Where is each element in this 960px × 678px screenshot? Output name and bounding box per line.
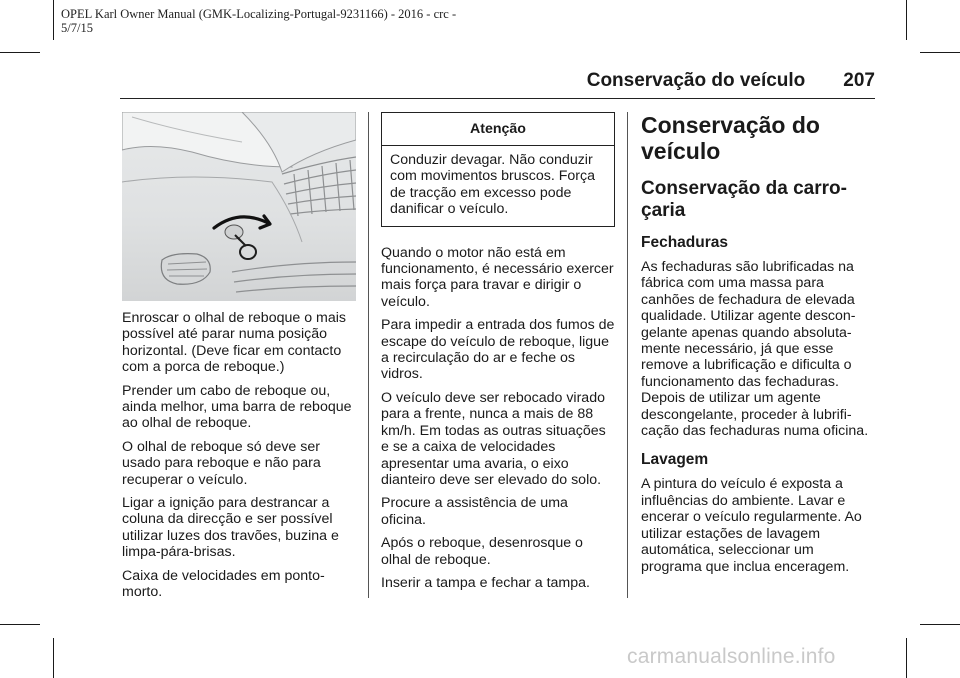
header-rule [120, 98, 875, 99]
car-front-drawing [122, 112, 356, 301]
section-heading-lavagem: Lavagem [641, 451, 709, 469]
paragraph: As fechaduras são lubrificadas na fábrica com uma massa para canhões de fechadura de elevada qualidade. Utilizar agente descon-gelante apenas quando absoluta-mente necessário, já que esse remove a lubrificação e dificulta o funcionamento das fechaduras. Depois de utilizar um agente descongelante, proceder à lubrifi-cação das fechaduras numa oficina. [641, 259, 869, 440]
towing-eye-illustration [122, 112, 356, 301]
section-heading-fechaduras: Fechaduras [641, 234, 729, 251]
warning-title: Atenção [382, 113, 614, 146]
chapter-heading: Conservação do veículo [641, 112, 820, 164]
paragraph: Enroscar o olhal de reboque o mais possível até parar numa posição horizontal. (Deve ficar em contacto com a porca de reboque.) [122, 310, 346, 376]
metadata-line-2: 5/7/15 [61, 21, 93, 35]
column-1 [122, 112, 356, 608]
crop-mark [0, 52, 40, 53]
paragraph: Quando o motor não está em funcionamento, é necessário exercer mais força para travar e dirigir o veículo. [381, 244, 614, 310]
crop-mark [906, 638, 907, 678]
watermark: carmanualsonline.info [627, 645, 836, 668]
page-header [120, 70, 875, 92]
crop-mark [53, 0, 54, 40]
crop-mark [906, 0, 907, 40]
paragraph: Após o reboque, desenrosque o olhal de reboque. [381, 535, 583, 568]
column-3 [641, 112, 875, 582]
crop-mark [920, 52, 960, 53]
crop-mark [0, 624, 40, 625]
crop-mark [53, 638, 54, 678]
print-metadata [61, 7, 456, 35]
paragraph: O veículo deve ser rebocado virado para a frente, nunca a mais de 88 km/h. Em todas as outras situações e se a caixa de velocidades apresentar uma avaria, o eixo dianteiro deve ser elevado do solo. [381, 389, 606, 488]
crop-mark [920, 624, 960, 625]
paragraph: Procure a assistência de uma oficina. [381, 495, 568, 528]
paragraph: Ligar a ignição para destrancar a coluna da direcção e ser possível utilizar luzes dos travões, buzina e limpa-pára-brisas. [122, 495, 339, 561]
paragraph: O olhal de reboque só deve ser usado para reboque e não para recuperar o veículo. [122, 438, 321, 488]
warning-box [381, 112, 615, 227]
paragraph: Prender um cabo de reboque ou, ainda melhor, uma barra de reboque ao olhal de reboque. [122, 382, 352, 432]
section-title: Conservação do veículo [586, 70, 806, 91]
paragraph: Caixa de velocidades em ponto-morto. [122, 567, 325, 601]
column-divider [627, 112, 628, 598]
column-divider [368, 112, 369, 598]
paragraph: Inserir a tampa e fechar a tampa. [381, 574, 590, 591]
warning-text: Conduzir devagar. Não conduzir com movimentos bruscos. Força de tracção em excesso pode danificar o veículo. [390, 152, 595, 218]
subchapter-heading: Conservação da carro-çaria [641, 178, 847, 221]
page-number: 207 [843, 70, 875, 91]
column-2 [381, 112, 615, 598]
paragraph: A pintura do veículo é exposta a influências do ambiente. Lavar e encerar o veículo regularmente. Ao utilizar estações de lavagem automática, seleccionar um programa que inclua enceragem. [641, 476, 862, 575]
paragraph: Para impedir a entrada dos fumos de escape do veículo de reboque, ligue a recirculação do ar e feche os vidros. [381, 317, 615, 383]
metadata-line-1: OPEL Karl Owner Manual (GMK-Localizing-Portugal-9231166) - 2016 - crc - [61, 7, 457, 21]
